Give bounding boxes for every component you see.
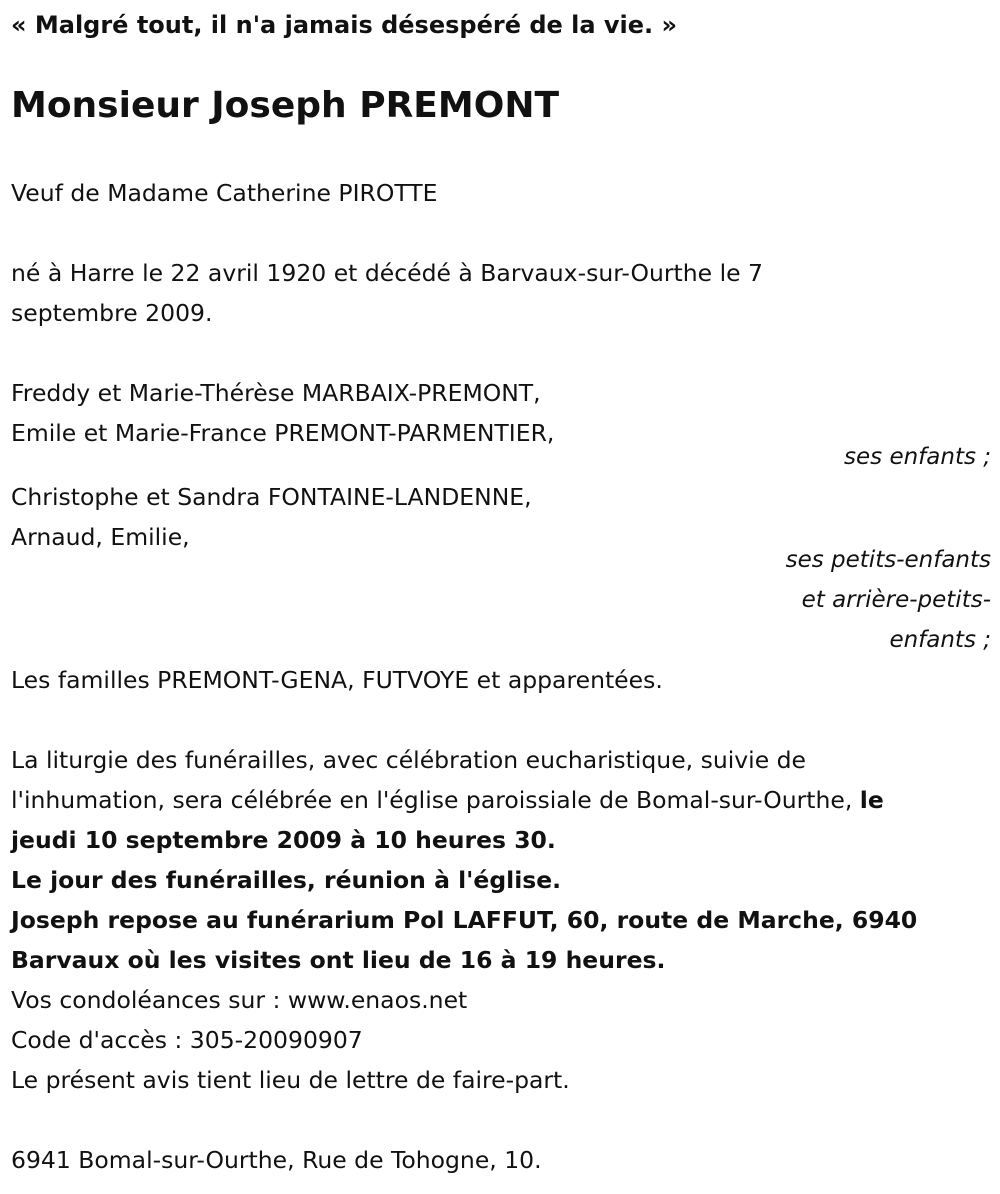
grandchildren-role: ses petits-enfants [785, 547, 991, 573]
children-role: ses enfants ; [844, 444, 991, 470]
reunion-line: Le jour des funérailles, réunion à l'église. [11, 866, 562, 894]
funeral-line-2 [11, 785, 884, 815]
birth-death-line-1: né à Harre le 22 avril 1920 et décédé à Barvaux-sur-Ourthe le 7 [11, 259, 763, 287]
funeral-line-2-text: l'inhumation, sera célébrée en l'église paroissiale de Bomal-sur-Ourthe, [11, 786, 860, 814]
grandchildren-role: et arrière-petits- [801, 587, 991, 613]
funeral-date: jeudi 10 septembre 2009 à 10 heures 30. [11, 826, 556, 854]
funerarium-line-1: Joseph repose au funérarium Pol LAFFUT, 60, route de Marche, 6940 [11, 906, 918, 934]
families-line: Les familles PREMONT-GENA, FUTVOYE et apparentées. [11, 666, 663, 694]
quote: « Malgré tout, il n'a jamais désespéré de la vie. » [11, 11, 678, 39]
access-code-line: Code d'accès : 305-20090907 [11, 1026, 363, 1054]
grandchildren-role: enfants ; [889, 627, 991, 653]
notice-line: Le présent avis tient lieu de lettre de faire-part. [11, 1066, 570, 1094]
address-line: 6941 Bomal-sur-Ourthe, Rue de Tohogne, 10. [11, 1146, 542, 1174]
funeral-line-1: La liturgie des funérailles, avec célébration eucharistique, suivie de [11, 746, 806, 774]
condolences-line: Vos condoléances sur : www.enaos.net [11, 986, 468, 1014]
funerarium-line-2: Barvaux où les visites ont lieu de 16 à 19 heures. [11, 946, 666, 974]
spouse-line: Veuf de Madame Catherine PIROTTE [11, 179, 438, 207]
child-name: Emile et Marie-France PREMONT-PARMENTIER, [11, 419, 555, 447]
birth-death-line-2: septembre 2009. [11, 299, 213, 327]
deceased-name: Monsieur Joseph PREMONT [11, 85, 559, 126]
grandchild-name: Arnaud, Emilie, [11, 523, 190, 551]
funeral-line-2-date-start: le [859, 786, 884, 814]
grandchild-name: Christophe et Sandra FONTAINE-LANDENNE, [11, 483, 532, 511]
child-name: Freddy et Marie-Thérèse MARBAIX-PREMONT, [11, 379, 541, 407]
